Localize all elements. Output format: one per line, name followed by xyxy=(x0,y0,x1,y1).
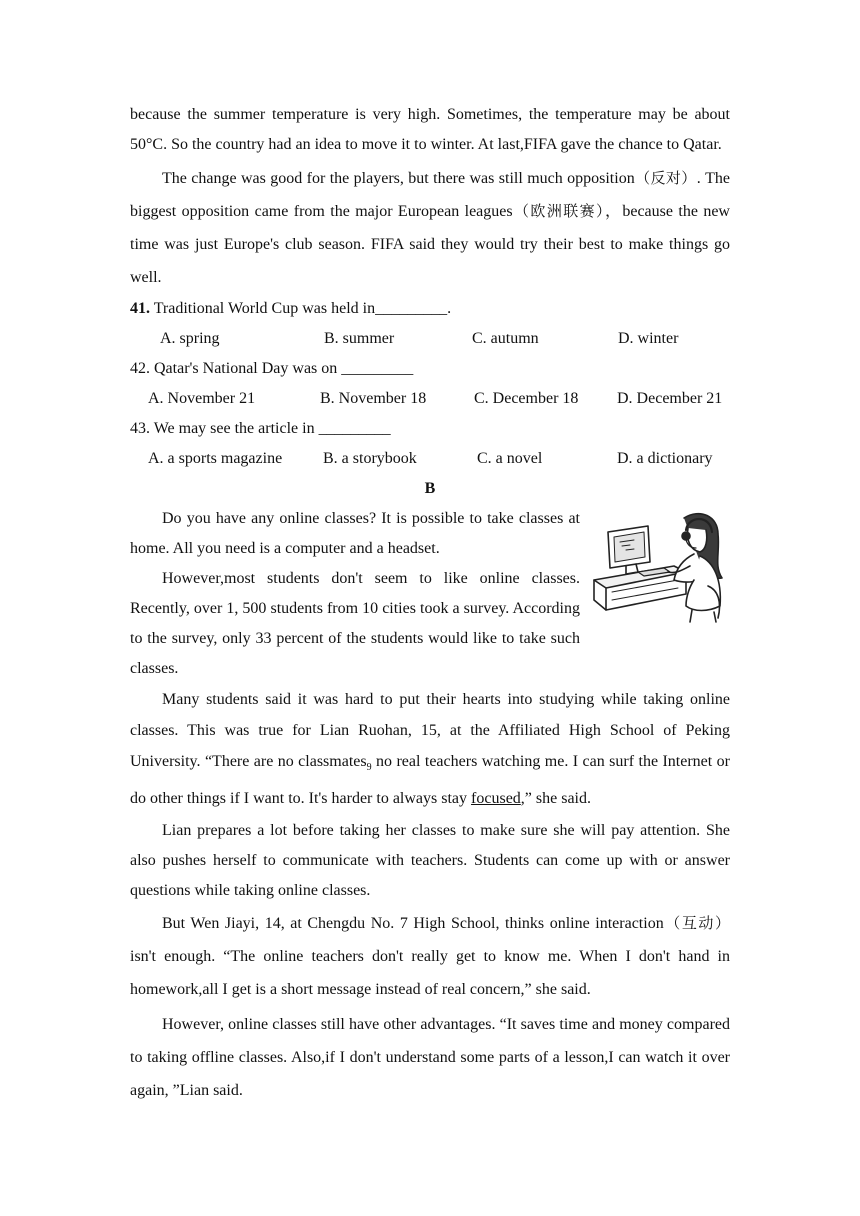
p3-text-a: Many students said it was hard to put their hearts into studying while taking online classes. This was true for Lian Ruohan, 15, at the Affiliated High School of Peking University. “There are no classmates xyxy=(130,691,730,770)
passage-a-paragraph-1: because the summer temperature is very high. Sometimes, the temperature may be about 50°C. So the country had an idea to move it to winter. At last,FIFA gave the chance to Qatar. xyxy=(130,106,730,153)
question-41 xyxy=(130,294,730,324)
question-41-options xyxy=(130,324,730,354)
question-43-options xyxy=(130,444,730,474)
passage-b-paragraph-6: However, online classes still have other advantages. “It saves time and money compared to taking offline classes. Also,if I don't understand some parts of a lesson,I can watch it over again, ”Lian said. xyxy=(130,1016,730,1100)
passage-b-paragraph-2: However,most students don't seem to like online classes. Recently, over 1, 500 students from 10 cities took a survey. According to the survey, only 33 percent of the students would like to take such classes. xyxy=(130,570,580,677)
gloss-interaction: （互动） xyxy=(663,914,730,933)
passage-b-paragraph-4: Lian prepares a lot before taking her classes to make sure she will pay attention. She also pushes herself to communicate with teachers. Students can come up with or answer questions while taking online classes. xyxy=(130,822,730,900)
p2-text-a: The change was good for the players, but there was still much opposition xyxy=(162,170,635,187)
p2-text-b: . The biggest opposition came from the major European leagues xyxy=(130,170,730,220)
passage-b-paragraph-3 xyxy=(130,684,730,814)
p3-text-c: ,” she said. xyxy=(520,790,591,808)
p5-text-a: But Wen Jiayi, 14, at Chengdu No. 7 High School, thinks online interaction xyxy=(162,915,664,933)
option-43-a[interactable]: A. a sports magazine xyxy=(148,450,283,467)
p3-mark: 9 xyxy=(366,762,372,774)
girl-at-computer-icon xyxy=(590,506,730,626)
passage-a-paragraph-2 xyxy=(130,162,730,294)
document-page xyxy=(130,100,730,1107)
section-b-heading: B xyxy=(424,480,436,497)
option-43-b[interactable]: B. a storybook xyxy=(323,450,417,467)
p5-text-b: isn't enough. “The online teachers don't really get to know me. When I don't hand in homework,all I get is a short message instead of real concern,” she said. xyxy=(130,948,730,999)
passage-b-paragraph-5 xyxy=(130,907,730,1006)
option-42-d[interactable]: D. December 21 xyxy=(617,390,723,407)
question-42-text: Qatar's National Day was on _________ xyxy=(150,360,414,377)
question-41-number: 41. xyxy=(130,300,150,317)
question-41-text: Traditional World Cup was held in_________. xyxy=(150,300,452,317)
gloss-opposition: （反对） xyxy=(634,169,697,187)
gloss-european-leagues: （欧洲联赛） xyxy=(512,202,605,220)
p2-text-c: ，because the new time was just Europe's club season. FIFA said they would try their best to make things go well. xyxy=(130,203,730,286)
word-focused: focused xyxy=(471,790,521,808)
option-41-d[interactable]: D. winter xyxy=(618,330,679,347)
option-41-c[interactable]: C. autumn xyxy=(472,330,539,347)
option-43-d[interactable]: D. a dictionary xyxy=(617,450,713,467)
question-42-number: 42. xyxy=(130,360,150,377)
option-42-c[interactable]: C. December 18 xyxy=(474,390,579,407)
question-42-options xyxy=(130,384,730,414)
option-42-a[interactable]: A. November 21 xyxy=(148,390,256,407)
question-43 xyxy=(130,414,730,444)
question-42 xyxy=(130,354,730,384)
option-42-b[interactable]: B. November 18 xyxy=(320,390,427,407)
question-43-text: We may see the article in _________ xyxy=(150,420,391,437)
question-43-number: 43. xyxy=(130,420,150,437)
online-class-illustration xyxy=(590,506,730,626)
option-41-a[interactable]: A. spring xyxy=(160,330,220,347)
passage-b-paragraph-1: Do you have any online classes? It is possible to take classes at home. All you need is a computer and a headset. xyxy=(130,510,580,557)
option-41-b[interactable]: B. summer xyxy=(324,330,395,347)
p3-text-b: no real teachers watching me. I can surf the Internet or do other things if I want to. It's harder to always stay xyxy=(130,753,730,808)
option-43-c[interactable]: C. a novel xyxy=(477,450,543,467)
